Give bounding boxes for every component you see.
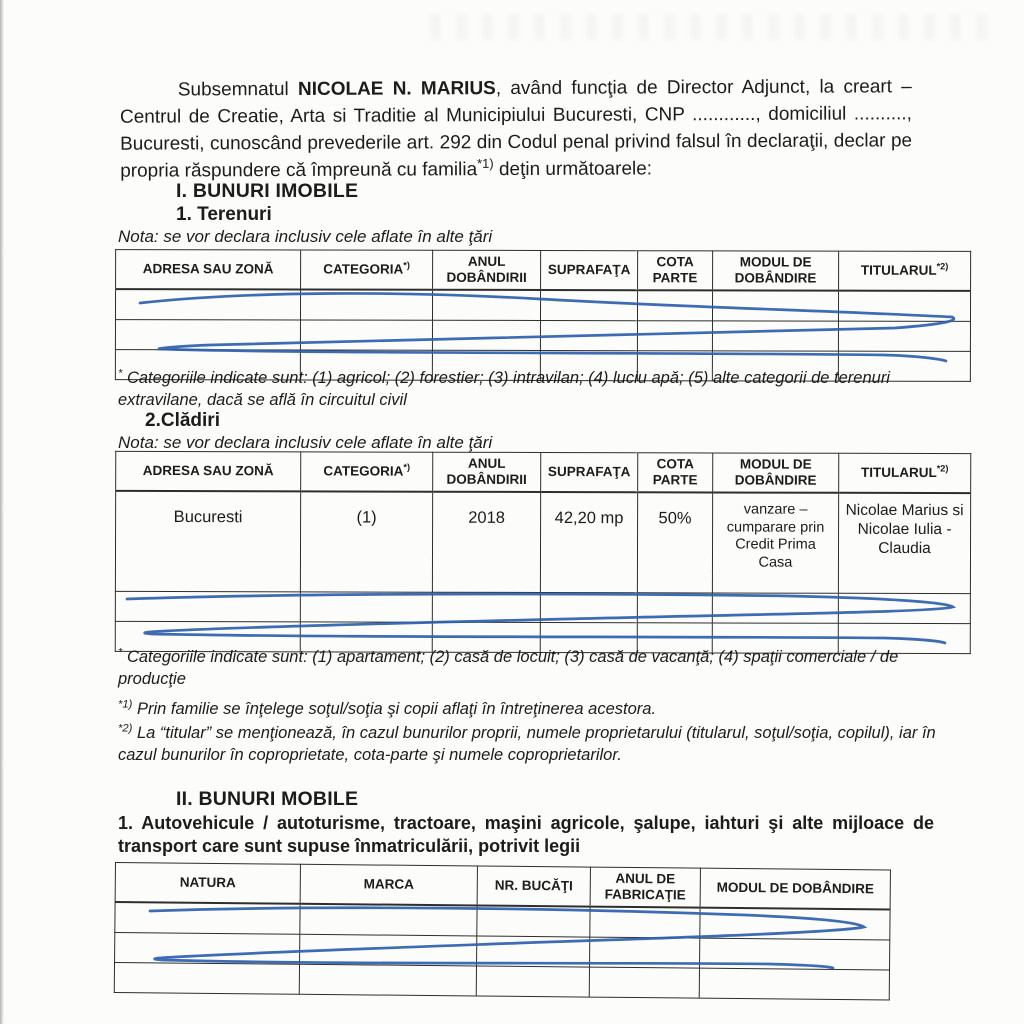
table-cladiri-header-row	[116, 451, 971, 493]
column-header-modul-dobandire: MODUL DE DOBÂNDIRE	[700, 868, 890, 909]
table-row	[114, 963, 889, 1000]
table-row-bucuresti	[115, 491, 970, 593]
cell-titular: Nicolae Marius si Nicolae Iulia - Claudia	[838, 493, 970, 593]
column-header-adresa: ADRESA SAU ZONĂ	[116, 250, 301, 290]
subsection-title-cladiri: 2.Clădiri	[145, 410, 220, 431]
note-cladiri: Nota: se vor declara inclusiv cele aflate în alte ţări	[118, 433, 493, 452]
column-header-titularul: TITULARUL$^{*2)}$	[839, 251, 971, 291]
footnote-marker-1: *1)	[118, 698, 133, 711]
column-header-anul-dobandirii: ANUL DOBÂNDIRII	[433, 250, 541, 290]
footnote-categorii-terenuri: * Categoriile indicate sunt: (1) agricol; (2) forestier; (3) intravilan; (4) luciu apă; (5) alte categorii de terenuri extravilane, dacă se află în circuitul civil	[118, 367, 890, 409]
footnote-marker: *	[118, 367, 123, 380]
column-header-marca: MARCA	[300, 864, 477, 905]
table-terenuri	[115, 249, 971, 382]
column-header-categoria: CATEGORIA*)	[301, 452, 433, 492]
cell-adresa: Bucuresti	[115, 491, 300, 591]
column-header-anul-fabricatie: ANUL DE FABRICAŢIE	[590, 867, 700, 908]
column-header-suprafata: SUPRAFAŢA	[541, 452, 638, 492]
column-header-modul-dobandire: MODUL DE DOBÂNDIRE	[713, 251, 839, 291]
scan-edge-artifact	[0, 0, 4, 1024]
footnotes-block	[118, 646, 940, 766]
column-header-adresa: ADRESA SAU ZONĂ	[116, 451, 301, 491]
note-terenuri: Nota: se vor declara inclusiv cele aflate în alte ţări	[118, 227, 493, 246]
section-title-bunuri-mobile: II. BUNURI MOBILE	[176, 788, 359, 810]
column-header-nr-bucati: NR. BUCĂŢI	[477, 866, 590, 907]
table-autovehicule	[114, 862, 891, 1000]
footnote-marker: *	[118, 646, 123, 659]
cell-suprafata: 42,20 mp	[540, 492, 637, 592]
footnote-familie: $^{*1)}$ Prin familie se înţelege soţul/soţia şi copii aflaţi în întreţinerea acestora.	[118, 698, 657, 718]
section-title-bunuri-imobile: I. BUNURI IMOBILE	[176, 180, 359, 202]
footnote-ref-1: *1)	[477, 155, 494, 171]
cell-cota: 50%	[637, 492, 712, 592]
declarant-name: NICOLAE N. MARIUS	[297, 78, 496, 100]
column-header-titularul: TITULARUL$^{*2)}$	[839, 453, 971, 493]
scan-bleedthrough-artifact	[430, 14, 990, 40]
cell-categoria: (1)	[300, 491, 432, 591]
table-terenuri-header-row	[116, 250, 971, 291]
footnote-marker-2: *2)	[118, 722, 133, 735]
table-row	[115, 289, 970, 321]
intro-text-3: deţin următoarele:	[493, 158, 653, 181]
footnote-titular: $^{*2)}$ La “titular” se menţionează, în cazul bunurilor proprii, numele proprietarului (titularul, soţul/soţia, copilul), iar în cazul bunurilor în coproprietate, cota-parte şi numele coproprietarilor.	[118, 722, 936, 764]
column-header-natura: NATURA	[115, 863, 300, 904]
column-header-categoria: CATEGORIA*)	[301, 250, 433, 290]
column-header-modul-dobandire: MODUL DE DOBÂNDIRE	[713, 453, 839, 493]
column-header-cota-parte: COTA PARTE	[638, 453, 713, 493]
cell-anul: 2018	[432, 492, 540, 592]
intro-paragraph	[120, 73, 912, 184]
table-cladiri	[115, 451, 972, 654]
column-header-cota-parte: COTA PARTE	[638, 251, 713, 291]
column-header-suprafata: SUPRAFAŢA	[541, 250, 638, 290]
intro-text-2: , având funcţia de Director Adjunct, la creart – Centrul de Creatie, Arta si Traditie al Municipiului Bucuresti, CNP ............, domiciliul .........., Bucuresti, cunoscând prevederile art. 292 din Codul penal privind falsul în declaraţii, declar pe propria răspundere că împreună cu familia	[119, 76, 913, 182]
table-row	[115, 320, 970, 352]
item-autovehicule: 1. Autovehicule / autoturisme, tractoare, maşini agricole, şalupe, iahturi şi alte mijloace de transport care sunt supuse înmatriculării, potrivit legii	[118, 813, 934, 856]
intro-text-1: Subsemnatul	[177, 78, 298, 101]
subsection-title-terenuri: 1. Terenuri	[176, 204, 272, 225]
cell-modul: vanzare – cumparare prin Credit Prima Casa	[712, 492, 838, 592]
column-header-anul-dobandirii: ANUL DOBÂNDIRII	[433, 452, 541, 492]
footnote-categorii-cladiri: * Categoriile indicate sunt: (1) apartament; (2) casă de locuit; (3) casă de vacanţă; (4) spaţii comerciale / de producţie	[118, 646, 899, 688]
table-row	[115, 591, 970, 623]
